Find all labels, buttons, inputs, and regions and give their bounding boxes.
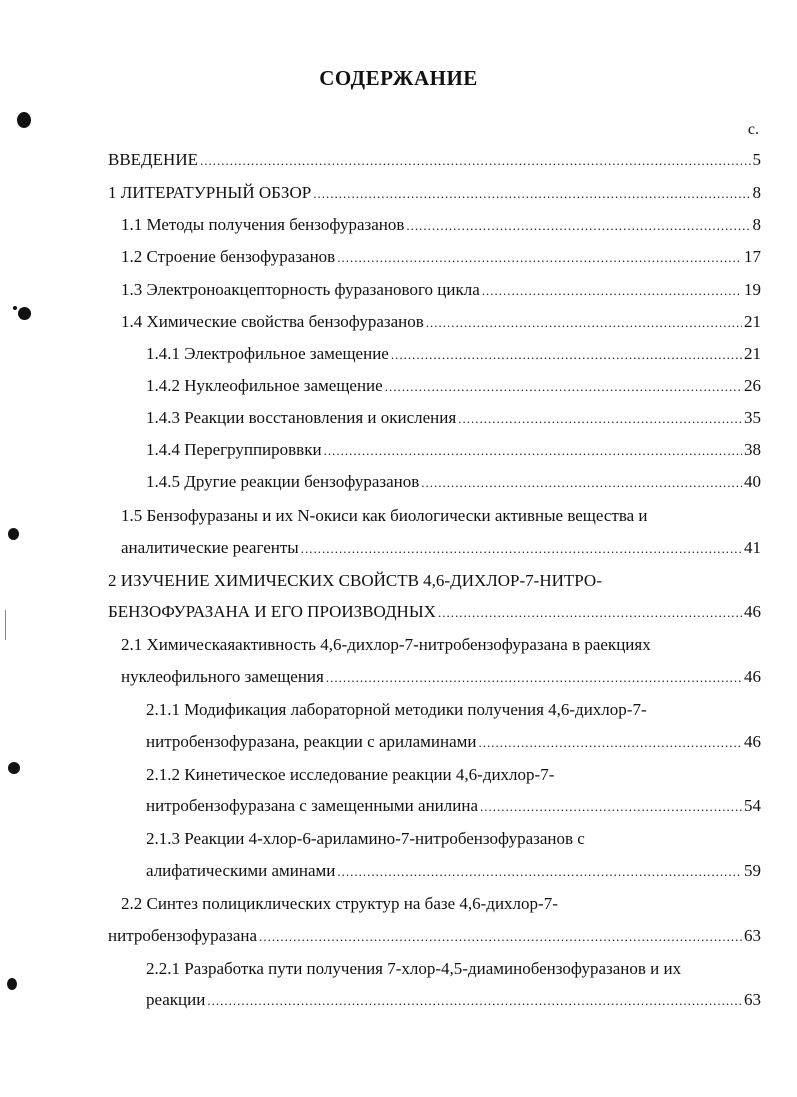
leader-dots — [426, 310, 742, 336]
toc-page-number: 21 — [744, 312, 761, 331]
toc-entry-1-1[interactable] — [121, 212, 761, 238]
toc-page-number: 46 — [744, 732, 761, 751]
toc-page-number: 46 — [744, 667, 761, 686]
toc-entry-2-1-3[interactable]: 2.1.3 Реакции 4-хлор-6-ариламино-7-нитробензофуразанов с — [146, 829, 585, 848]
toc-entry-text: алифатическими аминами — [146, 861, 336, 880]
toc-entry-1-3[interactable] — [121, 277, 761, 303]
punch-hole-mark — [7, 978, 17, 990]
leader-dots — [324, 438, 742, 464]
toc-entry-text: 1.4.5 Другие реакции бензофуразанов — [146, 472, 420, 491]
toc-entry-2-1-1-continued[interactable] — [146, 729, 761, 755]
toc-entry-2-1-3-continued[interactable] — [146, 858, 761, 884]
toc-entry-1-4-2[interactable] — [146, 373, 761, 399]
toc-entry-text: 1.4.1 Электрофильное замещение — [146, 344, 389, 363]
leader-dots — [200, 148, 751, 174]
toc-entry-text: 1 ЛИТЕРАТУРНЫЙ ОБЗОР — [108, 183, 312, 202]
page-title: СОДЕРЖАНИЕ — [319, 66, 478, 90]
toc-entry-chapter-2[interactable]: 2 ИЗУЧЕНИЕ ХИМИЧЕСКИХ СВОЙСТВ 4,6-ДИХЛОР-7-НИТРО- — [108, 571, 602, 590]
punch-hole-mark — [17, 112, 31, 128]
scan-artifact-line — [5, 610, 6, 640]
punch-hole-mark — [8, 528, 19, 540]
toc-page-number: 8 — [752, 215, 761, 234]
toc-entry-1-4-1[interactable] — [146, 341, 761, 367]
toc-page-number: 40 — [744, 472, 761, 491]
toc-page-number: 26 — [744, 376, 761, 395]
toc-page-number: 41 — [744, 538, 761, 557]
toc-entry-2-2-1[interactable]: 2.2.1 Разработка пути получения 7-хлор-4,5-диаминобензофуразанов и их — [146, 959, 682, 978]
leader-dots — [301, 536, 742, 562]
toc-entry-text: ВВЕДЕНИЕ — [108, 150, 198, 169]
toc-entry-text: 1.4.4 Перегруппироввки — [146, 440, 322, 459]
leader-dots — [478, 730, 742, 756]
toc-entry-1-4[interactable] — [121, 309, 761, 335]
toc-entry-introduction[interactable] — [108, 147, 761, 173]
toc-page-number: 38 — [744, 440, 761, 459]
toc-entry-text: 1.4.3 Реакции восстановления и окисления — [146, 408, 457, 427]
toc-page-number: 5 — [752, 150, 761, 169]
punch-hole-mark — [8, 762, 20, 774]
toc-entry-2-2-1-continued[interactable] — [146, 987, 761, 1013]
leader-dots — [259, 924, 742, 950]
toc-page-number: 21 — [744, 344, 761, 363]
toc-entry-1-4-4[interactable] — [146, 437, 761, 463]
toc-entry-text: 1.4.2 Нуклеофильное замещение — [146, 376, 383, 395]
toc-page-number: 59 — [744, 861, 761, 880]
toc-entry-text: 1.2 Строение бензофуразанов — [121, 247, 336, 266]
toc-entry-1-5-continued[interactable] — [121, 535, 761, 561]
toc-entry-2-1[interactable]: 2.1 Химическаяактивность 4,6-дихлор-7-нитробензофуразана в раекциях — [121, 635, 651, 654]
toc-page-number: 63 — [744, 990, 761, 1009]
toc-entry-2-1-1[interactable]: 2.1.1 Модификация лабораторной методики получения 4,6-дихлор-7- — [146, 700, 647, 719]
toc-entry-text: БЕНЗОФУРАЗАНА И ЕГО ПРОИЗВОДНЫХ — [108, 602, 436, 621]
toc-entry-text: нуклеофильного замещения — [121, 667, 324, 686]
leader-dots — [458, 406, 742, 432]
toc-entry-1-4-5[interactable] — [146, 469, 761, 495]
toc-page-number: 54 — [744, 796, 761, 815]
toc-entry-text: аналитические реагенты — [121, 538, 299, 557]
leader-dots — [337, 859, 742, 885]
toc-entry-chapter-2-continued[interactable] — [108, 599, 761, 625]
toc-entry-1-5[interactable]: 1.5 Бензофуразаны и их N-окиси как биологически активные вещества и — [121, 506, 648, 525]
toc-entry-2-1-2[interactable]: 2.1.2 Кинетическое исследование реакции 4,6-дихлор-7- — [146, 765, 555, 784]
leader-dots — [326, 665, 742, 691]
toc-entry-text: нитробензофуразана, реакции с ариламинами — [146, 732, 477, 751]
toc-entry-1-2[interactable] — [121, 244, 761, 270]
leader-dots — [207, 988, 742, 1014]
toc-page-number: 46 — [744, 602, 761, 621]
leader-dots — [313, 181, 750, 207]
toc-page-number: 17 — [744, 247, 761, 266]
page-column-label: с. — [747, 121, 759, 138]
toc-page-number: 63 — [744, 926, 761, 945]
leader-dots — [337, 245, 742, 271]
punch-hole-mark — [18, 307, 31, 320]
leader-dots — [406, 213, 750, 239]
toc-entry-text: нитробензофуразана — [108, 926, 258, 945]
leader-dots — [421, 470, 742, 496]
toc-entry-text: реакции — [146, 990, 206, 1009]
punch-hole-mark — [13, 306, 17, 310]
toc-entry-2-1-continued[interactable] — [121, 664, 761, 690]
leader-dots — [482, 278, 742, 304]
toc-entry-1-4-3[interactable] — [146, 405, 761, 431]
toc-entry-text: 1.1 Методы получения бензофуразанов — [121, 215, 405, 234]
toc-page-number: 8 — [752, 183, 761, 202]
leader-dots — [391, 342, 742, 368]
toc-entry-2-1-2-continued[interactable] — [146, 793, 761, 819]
leader-dots — [385, 374, 742, 400]
toc-entry-text: 1.3 Электроноакцепторность фуразанового цикла — [121, 280, 480, 299]
leader-dots — [438, 600, 742, 626]
toc-entry-chapter-1[interactable] — [108, 180, 761, 206]
toc-page-number: 35 — [744, 408, 761, 427]
toc-page-number: 19 — [744, 280, 761, 299]
toc-entry-text: нитробензофуразана с замещенными анилина — [146, 796, 478, 815]
toc-entry-2-2-continued[interactable] — [108, 923, 761, 949]
toc-entry-text: 1.4 Химические свойства бензофуразанов — [121, 312, 424, 331]
toc-entry-2-2[interactable]: 2.2 Синтез полициклических структур на базе 4,6-дихлор-7- — [121, 894, 558, 913]
leader-dots — [480, 794, 742, 820]
